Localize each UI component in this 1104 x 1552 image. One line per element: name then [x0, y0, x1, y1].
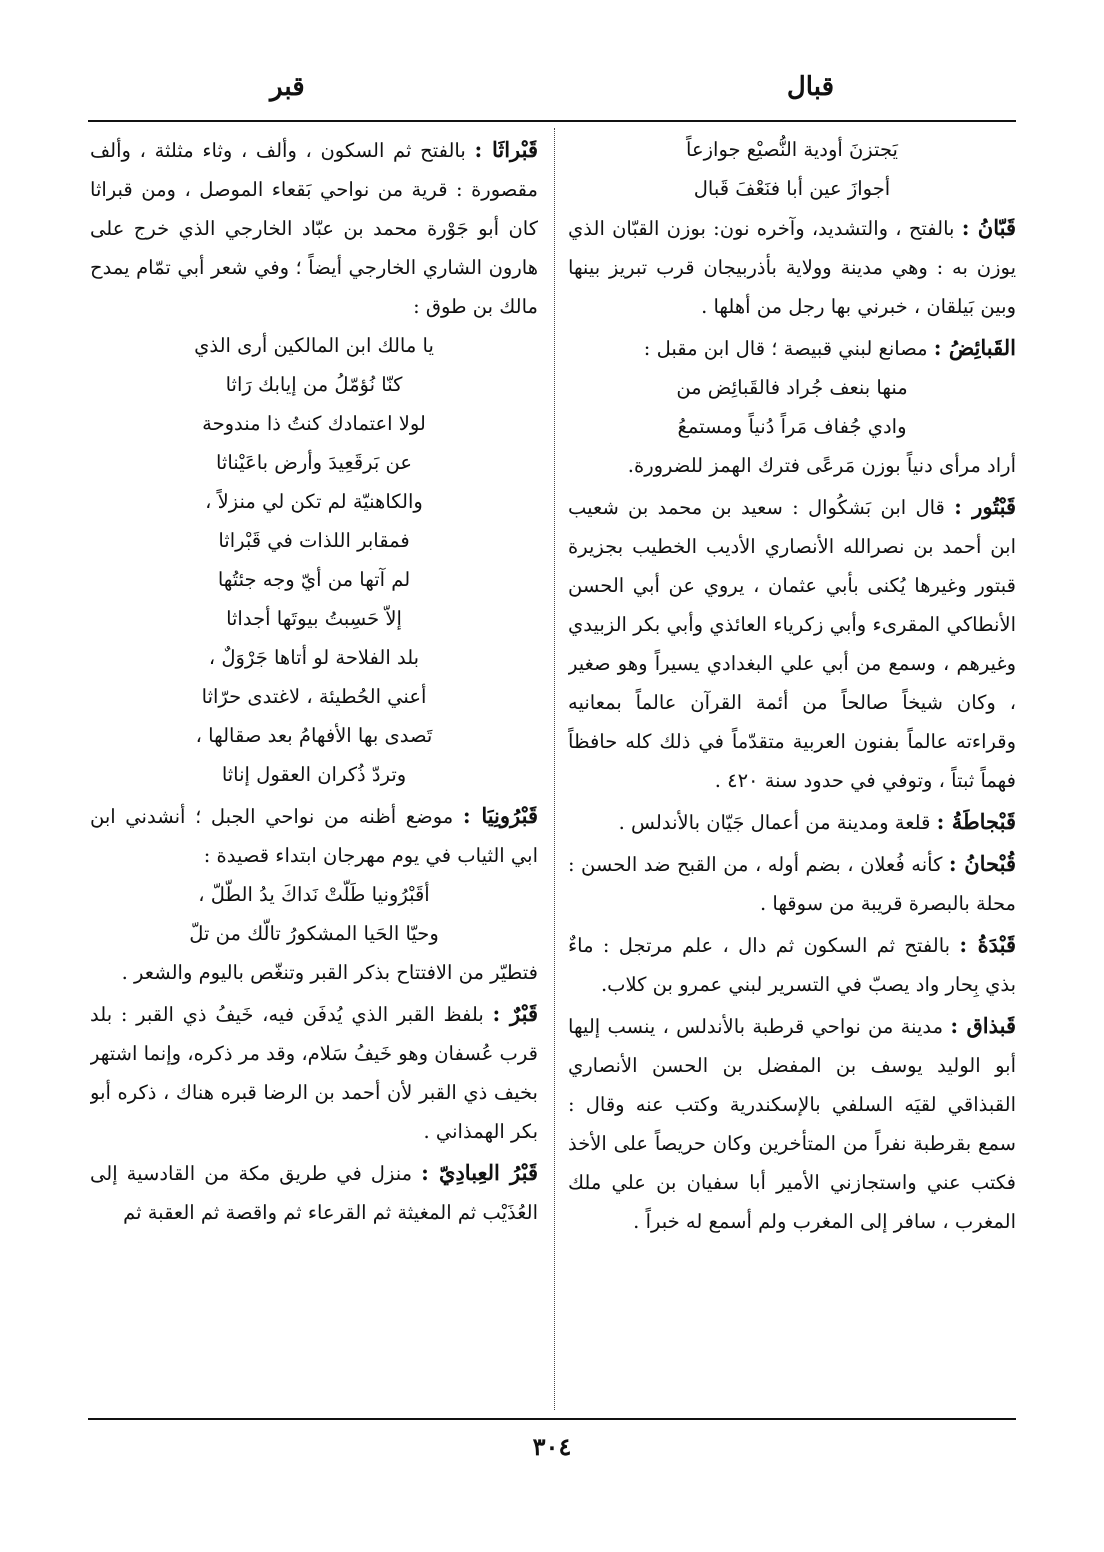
entry-text: بالفتح ثم السكون ثم دال ، علم مرتجل : ماءٌ بذي بِحار واد يصبّ في التسرير لبني عمرو بن كلاب.: [568, 934, 1016, 996]
verse-line: أقَبْرُونيا طَلّتْ نَداكَ يدُ الطّلّ ،: [198, 883, 430, 906]
opening-verse: [568, 130, 1016, 208]
entry-text: مصانع لبني قبيصة ؛ قال ابن مقبل :: [643, 337, 928, 360]
verse-line: لم آتها من أيّ وجه جئتُها: [217, 568, 411, 591]
entry-text: بالفتح ثم السكون ، وألف ، وثاء مثلثة ، وألف مقصورة : قرية من نواحي بَقعاء الموصل ، ومن قبراثا كان أبو جَوْرة محمد بن عبّاد الخارجي الذي خرج على هارون الشاري الخارجي أيضاً ؛ وفي شعر أبي تمّام يمدح مالك بن طوق :: [90, 139, 538, 318]
verse-line: تَصدى بها الأفهامُ بعد صقالها ،: [195, 724, 433, 747]
headword: قَبْدَةُ :: [959, 932, 1016, 957]
verse-line: يا مالك ابن المالكين أرى الذي: [194, 334, 434, 357]
entry-text: منزل في طريق مكة من القادسية إلى العُذَيْب ثم المغيثة ثم القرعاء ثم واقصة ثم العقبة ثم: [90, 1162, 538, 1224]
verse-line: عن بَرقَعِيدَ وأرض باعَيْناثا: [215, 451, 413, 474]
bottom-rule: [88, 1418, 1016, 1420]
entry-qabr-ibadi: [90, 1153, 538, 1232]
headword: القَبائِضُ :: [933, 335, 1016, 360]
verse-line: كنّا نُؤمّلُ من إيابك رَاثا: [225, 373, 403, 396]
entry-qabr: [90, 994, 538, 1151]
headword: قَبْتُور :: [954, 494, 1016, 519]
running-head: [90, 72, 1014, 102]
headword: قُبْحانُ :: [948, 851, 1016, 876]
column-divider: [554, 128, 555, 1410]
entry-text: مدينة من نواحي قرطبة بالأندلس ، ينسب إليها أبو الوليد يوسف بن المفضل بن الحسن الأنصاري القبذاقي لقيَه السلفي بالإسكندرية وكتب عنه وقال : سمع بقرطبة نفراً من المتأخرين وكان حريصاً على الأخذ فكتب عني واستجازني الأمير أبا سفيان بن علي ملك المغرب ، سافر إلى المغرب ولم أسمع له خبراً .: [568, 1015, 1016, 1233]
top-rule: [88, 120, 1016, 122]
verse-line: بلد الفلاحة لو أتاها جَرْوَلٌ ،: [208, 646, 420, 669]
verse-line: يَجتزنَ أودية النُّصيْع جوازعاً: [686, 138, 898, 161]
headword: قَبْراثَا :: [474, 137, 538, 162]
right-column: [568, 130, 1016, 1410]
verse-line: والكاهنيّة لم تكن لي منزلاً ،: [205, 490, 423, 513]
entry-text: قال ابن بَشكُوال : سعيد بن محمد بن شعيب ابن أحمد بن نصرالله الأنصاري الأديب الخطيب بجزيرة قبتور وغيرها يُكنى بأبي عثمان ، يروي عن أبي الحسن الأنطاكي المقرىء وأبي زكرياء العائذي وأبي بكر الزبيدي وغيرهم ، وسمع من أبي علي البغدادي يسيراً وهو صغير ، وكان شيخاً صالحاً من أئمة القرآن عالماً بمعانيه وقراءته عالماً بفنون العربية متقدّماً في ذلك كله حافظاً فهماً ثبتاً ، وتوفي في حدود سنة ٤٢٠ .: [568, 496, 1016, 792]
verse-line: إلاّ حَسِبتُ بيوتَها أجداثا: [226, 607, 402, 630]
entry-qabdhaq: [568, 1006, 1016, 1241]
headword: قَبْرُونِيَا :: [462, 803, 538, 828]
verse-line: وتردّ ذُكران العقول إناثا: [221, 763, 407, 786]
verse-line: أعني الحُطيئة ، لاغتدى حرّاثا: [201, 685, 427, 708]
headword: قَبْجاطَةُ :: [936, 809, 1016, 834]
headword: قَبّانُ :: [961, 215, 1016, 240]
verse-line: لولا اعتمادك كنتُ ذا مندوحة: [202, 412, 426, 435]
headword: قَبْرُ العِبادِيّ :: [421, 1160, 538, 1185]
headword: قَبْرٌ :: [492, 1001, 538, 1026]
entry-qabjatah: [568, 802, 1016, 842]
verse-line: أجوازَ عين أبا فنَعْفَ قَبال: [693, 177, 891, 200]
entry-verse: [568, 368, 1016, 446]
verse-line: منها بنعف جُراد فالقَبائِض من: [676, 376, 908, 399]
header-right-title: قبال: [786, 72, 834, 102]
page-number: ٣٠٤: [532, 1432, 572, 1461]
entry-qubhan: [568, 844, 1016, 923]
verse-line: وحيّا الحَيا المشكورُ تالّك من تلّ: [189, 922, 439, 945]
verse-line: فمقابر اللذات في قَبْراثا: [218, 529, 410, 552]
entry-qabdah: [568, 925, 1016, 1004]
entry-qabratha: [90, 130, 538, 794]
left-column: [90, 130, 538, 1410]
headword: قَبذاق :: [950, 1013, 1016, 1038]
verse-line: وادي جُفاف مَراً دُنياً ومستمعُ: [677, 415, 907, 438]
entry-verse: [90, 326, 538, 794]
entry-note: فتطيّر من الافتتاح بذكر القبر وتنغّص باليوم والشعر .: [121, 961, 538, 984]
entry-verse: [90, 875, 538, 953]
entry-text: موضع أظنه من نواحي الجبل ؛ أنشدني ابن ابي الثياب في يوم مهرجان ابتداء قصيدة :: [90, 805, 538, 867]
entry-qabtur: [568, 487, 1016, 800]
entry-text: قلعة ومدينة من أعمال جَيّان بالأندلس .: [618, 811, 931, 834]
entry-qabaith: [568, 328, 1016, 485]
entry-note: أراد مرأى دنياً بوزن مَرعًى فترك الهمز للضرورة.: [627, 454, 1016, 477]
entry-text: كأنه فُعلان ، بضم أوله ، من القبح ضد الحسن : محلة بالبصرة قريبة من سوقها .: [568, 853, 1016, 915]
header-left-title: قبر: [270, 72, 305, 102]
entry-text: بالفتح ، والتشديد، وآخره نون: بوزن القبّان الذي يوزن به : وهي مدينة وولاية بأذربيجان قرب تبريز بينها وبين بَيلقان ، خبرني بها رجل من أهلها .: [568, 217, 1016, 318]
entry-qabban: [568, 208, 1016, 326]
entry-text: بلفظ القبر الذي يُدفَن فيه، خَيفُ ذي القبر : بلد قرب عُسفان وهو خَيفُ سَلام، وقد مر ذكره، وإنما اشتهر بخيف ذي القبر لأن أحمد بن الرضا قبره هناك ، ذكره أبو بكر الهمذاني .: [90, 1003, 538, 1143]
entry-qabrunia: [90, 796, 538, 992]
